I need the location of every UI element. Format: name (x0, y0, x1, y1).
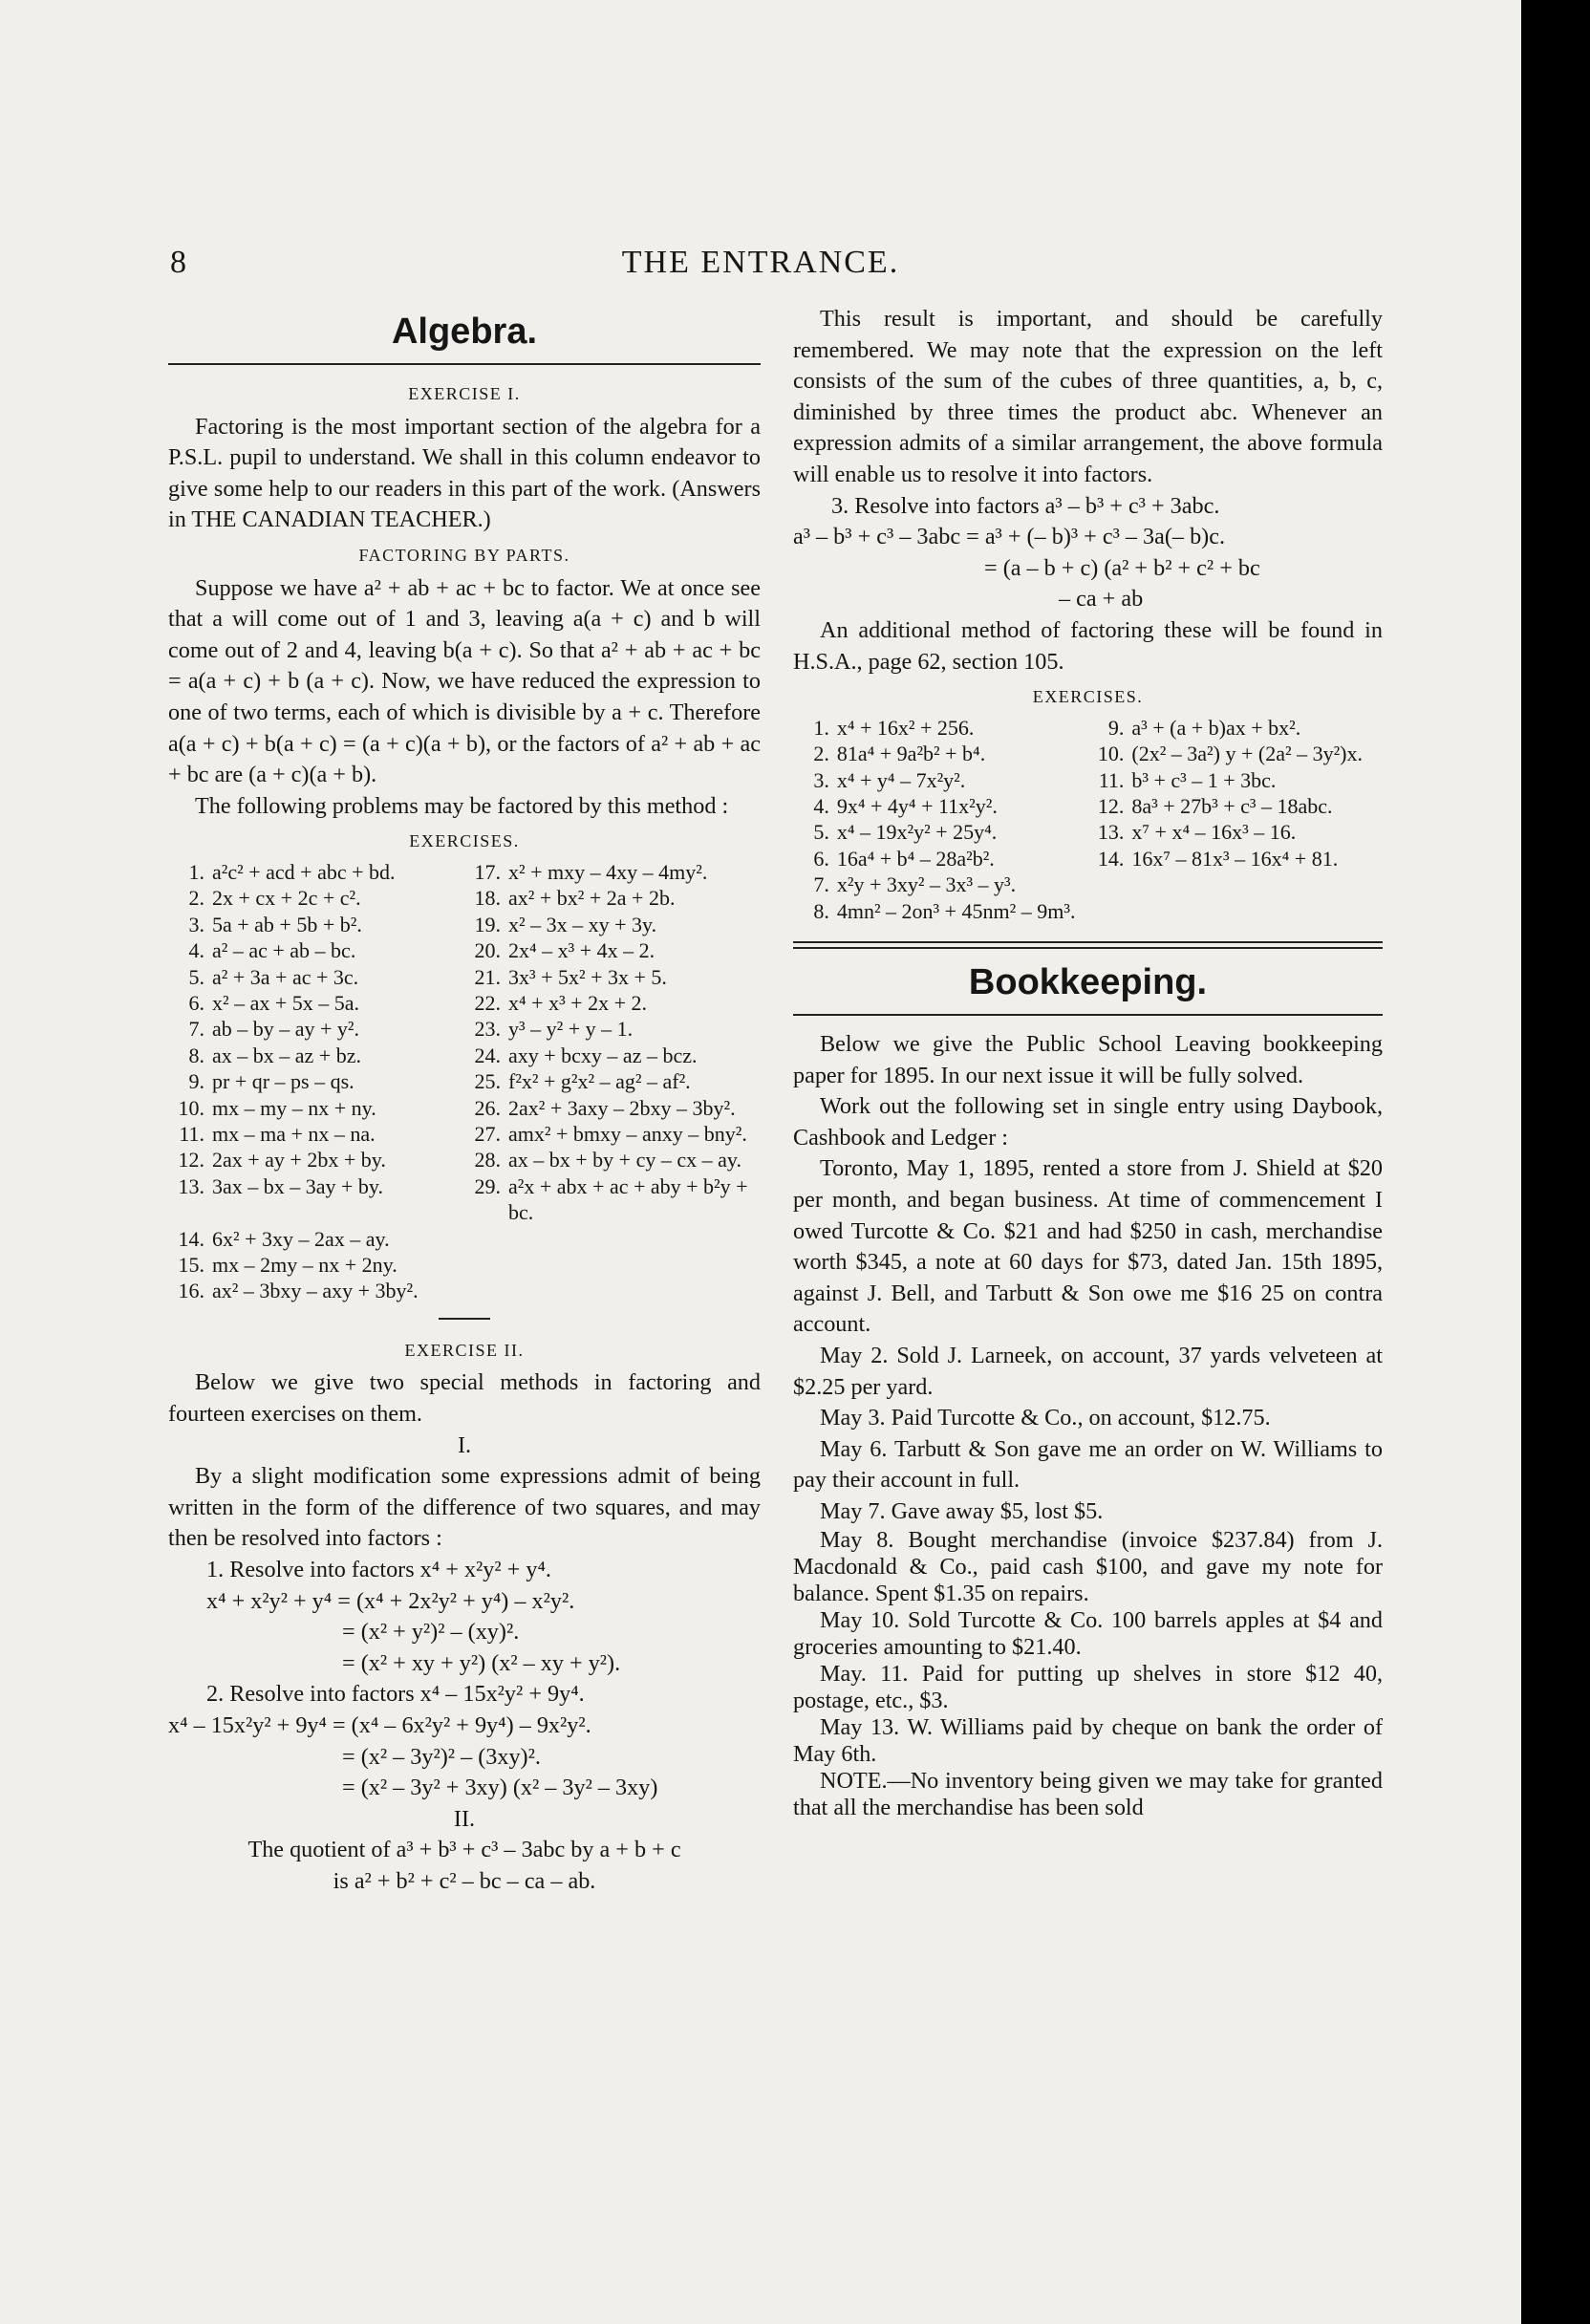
exercise-expression: 2x⁴ – x³ + 4x – 2. (508, 938, 655, 963)
exercise-number: 10. (178, 1095, 204, 1120)
exercise-expression: 3ax – bx – 3ay + by. (212, 1173, 384, 1198)
exercise-row (793, 872, 1383, 897)
empty-cell (464, 1252, 508, 1278)
exercise-expression: ab – by – ay + y². (212, 1017, 360, 1042)
exercise-row (168, 1173, 761, 1226)
empty-cell (1087, 898, 1131, 924)
exercise-number: 23. (474, 1017, 501, 1042)
item-3-line: – ca + ab (1059, 586, 1144, 613)
exercise-expression: mx – 2my – nx + 2ny. (212, 1253, 398, 1277)
exercise-row (168, 1068, 761, 1094)
exercise-number: 27. (474, 1121, 501, 1146)
exercise-number: 9. (1107, 715, 1125, 740)
exercise-number: 28. (474, 1148, 501, 1173)
exercise-expression: y³ – y² + y – 1. (508, 1017, 634, 1042)
exercise-expression: x⁴ + 16x² + 256. (836, 715, 975, 740)
bookkeeping-paragraph: May 2. Sold J. Larneek, on account, 37 yards velveteen at $2.25 per yard. (793, 1342, 1383, 1400)
exercise-number: 2. (188, 886, 204, 911)
exercise-number: 13. (1097, 820, 1125, 845)
exercise-row (168, 1147, 761, 1173)
exercise-number: 26. (474, 1095, 501, 1120)
exercise-expression: ax – bx – az + bz. (212, 1043, 361, 1067)
exercise-number: 11. (179, 1121, 204, 1146)
exercise-row (168, 937, 761, 963)
method-paragraph: The following problems may be factored by this method : (195, 792, 729, 819)
exercise-expression: axy + bcxy – az – bcz. (508, 1043, 698, 1067)
exercise-expression: pr + qr – ps – qs. (212, 1069, 355, 1094)
exercise-number: 16. (178, 1279, 204, 1303)
exercise-row (168, 885, 761, 911)
bookkeeping-paragraph: May 10. Sold Turcotte & Co. 100 barrels apples at $4 and groceries amounting to $21.40. (793, 1607, 1383, 1661)
exercise-number: 12. (1097, 793, 1125, 818)
exercise-expression: f²x² + g²x² – ag² – af². (508, 1069, 691, 1094)
running-header (0, 245, 1521, 290)
exercise-row (793, 846, 1383, 872)
quotient-line: The quotient of a³ + b³ + c³ – 3abc by a + b + c (247, 1837, 681, 1863)
exercise-number: 13. (178, 1173, 204, 1198)
right-exercises-table (793, 715, 1383, 924)
exercise-expression: x² + mxy – 4xy – 4my². (508, 859, 708, 884)
exercise-expression: x² – ax + 5x – 5a. (212, 990, 360, 1015)
exercise-number: 4. (813, 793, 829, 818)
exercise-expression: 9x⁴ + 4y⁴ + 11x²y². (836, 793, 998, 818)
item-1-line: x⁴ + x²y² + y⁴ = (x⁴ + 2x²y² + y⁴) – x²y². (206, 1587, 575, 1614)
item-3-line: = (a – b + c) (a² + b² + c² + bc (984, 554, 1260, 581)
exercise-expression: 16a⁴ + b⁴ – 28a²b². (836, 846, 995, 871)
exercise-expression: x⁴ + y⁴ – 7x²y². (836, 767, 966, 792)
bookkeeping-paragraph: May. 11. Paid for putting up shelves in store $12 40, postage, etc., $3. (793, 1661, 1383, 1714)
exercise-number: 17. (474, 859, 501, 884)
additional-method-paragraph: An additional method of factoring these will be found in H.S.A., page 62, section 105. (793, 616, 1383, 675)
exercise-row (168, 964, 761, 990)
exercise-number: 3. (813, 767, 829, 792)
exercises-caption: EXERCISES. (409, 831, 520, 851)
exercise-row (168, 1226, 761, 1252)
exercise-number: 1. (813, 715, 829, 740)
exercise-expression: x² – 3x – xy + 3y. (508, 912, 657, 936)
exercise-number: 10. (1097, 742, 1125, 766)
exercise-expression: 2ax + ay + 2bx + by. (212, 1148, 386, 1173)
bookkeeping-paragraph: Below we give the Public School Leaving bookkeeping paper for 1895. In our next issue it will be fully solved. (793, 1030, 1383, 1088)
exercise-expression: mx – ma + nx – na. (212, 1121, 376, 1146)
exercise-row (168, 859, 761, 885)
exercise-expression: 8a³ + 27b³ + c³ – 18abc. (1131, 793, 1333, 818)
bookkeeping-paragraph: May 7. Gave away $5, lost $5. (820, 1497, 1104, 1524)
exercise-number: 8. (813, 898, 829, 923)
bookkeeping-paragraph: May 8. Bought merchandise (invoice $237.84) from J. Macdonald & Co., paid cash $100, and gave my note for balance. Spent $1.35 on repairs. (793, 1527, 1383, 1607)
exercise-expression: a²c² + acd + abc + bd. (212, 859, 396, 884)
exercise-row (168, 1095, 761, 1121)
divider (793, 1014, 1383, 1016)
exercise-number: 7. (188, 1017, 204, 1042)
exercise-expression: x⁷ + x⁴ – 16x³ – 16. (1131, 820, 1297, 845)
empty-cell (508, 1278, 761, 1303)
bookkeeping-paragraph: May 3. Paid Turcotte & Co., on account, $12.75. (820, 1405, 1271, 1431)
exercise-2-caption: EXERCISE II. (404, 1340, 525, 1360)
empty-cell (508, 1252, 761, 1278)
exercise-expression: 16x⁷ – 81x³ – 16x⁴ + 81. (1131, 846, 1339, 871)
empty-cell (508, 1226, 761, 1252)
item-3-line: a³ – b³ + c³ – 3abc = a³ + (– b)³ + c³ – 3a(– b)c. (793, 524, 1226, 550)
bookkeeping-heading: Bookkeeping. (968, 961, 1208, 1002)
exercise-number: 14. (1097, 846, 1125, 871)
exercise-number: 7. (813, 872, 829, 897)
page-number: 8 (170, 245, 186, 280)
exercise-expression: 81a⁴ + 9a²b² + b⁴. (836, 742, 986, 766)
item-1-heading: 1. Resolve into factors x⁴ + x²y² + y⁴. (206, 1556, 551, 1582)
exercise-number: 19. (474, 912, 501, 936)
empty-cell (464, 1278, 508, 1303)
result-paragraph: This result is important, and should be carefully remembered. We may note that the expression on the left consists of the sum of the cubes of three quantities, a, b, c, diminished by three times the product abc. Whenever an expression admits of a similar arrangement, the above formula will enable us to resolve it into factors. (793, 306, 1383, 487)
exercise-expression: ax – bx + by + cy – cx – ay. (508, 1148, 741, 1173)
exercise-number: 4. (188, 938, 204, 963)
algebra-exercises-table (168, 859, 761, 1304)
exercise-expression: (2x² – 3a²) y + (2a² – 3y²)x. (1131, 742, 1363, 766)
right-column (793, 304, 1383, 1821)
exercise-number: 29. (474, 1173, 501, 1198)
bookkeeping-paragraph: May 13. W. Williams paid by cheque on bank the order of May 6th. (793, 1714, 1383, 1768)
item-3-heading: 3. Resolve into factors a³ – b³ + c³ + 3abc. (831, 492, 1220, 519)
exercise-number: 11. (1098, 767, 1125, 792)
exercise-number: 3. (188, 912, 204, 936)
bookkeeping-paragraph: NOTE.—No inventory being given we may take for granted that all the merchandise has been sold (793, 1768, 1383, 1821)
exercise-number: 12. (178, 1148, 204, 1173)
section-2-label: II. (453, 1805, 476, 1832)
exercise-1-caption: EXERCISE I. (408, 384, 521, 403)
item-2-heading: 2. Resolve into factors x⁴ – 15x²y² + 9y⁴. (206, 1681, 585, 1708)
item-2-line: x⁴ – 15x²y² + 9y⁴ = (x⁴ – 6x²y² + 9y⁴) – 9x²y². (168, 1711, 591, 1738)
exercise-number: 18. (474, 886, 501, 911)
exercise-expression: 6x² + 3xy – 2ax – ay. (212, 1226, 390, 1251)
exercise-row (793, 793, 1383, 819)
exercise-row (168, 1252, 761, 1278)
exercise-row (168, 990, 761, 1016)
exercise-expression: x⁴ – 19x²y² + 25y⁴. (836, 820, 998, 845)
exercise-number: 24. (474, 1043, 501, 1067)
exercise-number: 6. (188, 990, 204, 1015)
exercise-row (168, 1121, 761, 1147)
exercise-expression: b³ + c³ – 1 + 3bc. (1131, 767, 1277, 792)
exercise-row (793, 898, 1383, 924)
factoring-by-parts-caption: FACTORING BY PARTS. (358, 545, 570, 565)
left-column (168, 304, 761, 1898)
exercise-row (168, 912, 761, 937)
exercise-row (168, 1016, 761, 1042)
exercise-number: 21. (474, 964, 501, 989)
factoring-paragraph: Suppose we have a² + ab + ac + bc to factor. We at once see that a will come out of 1 and 3, leaving a(a + c) and b will come out of 2 and 4, leaving b(a + c). So that a² + ab + ac + bc = a(a + c) + b (a + c). Now, we have reduced the expression to one of two terms, each of which is divisible by a + c. Therefore a(a + c) + b(a + c) = (a + c)(a + b), or the factors of a² + ab + ac + bc are (a + c)(a + b). (168, 574, 761, 788)
bookkeeping-paragraph: Toronto, May 1, 1895, rented a store from J. Shield at $20 per month, and began business. At time of commencement I owed Turcotte & Co. $21 and had $250 in cash, merchandise worth $345, a note at 60 days for $73, dated Jan. 15th 1895, against J. Bell, and Tarbutt & Son owe me $16 25 on contra account. (793, 1155, 1383, 1338)
exercise-expression: a²x + abx + ac + aby + b²y + bc. (508, 1173, 748, 1225)
exercise-expression: x²y + 3xy² – 3x³ – y³. (836, 872, 1017, 897)
item-2-line: = (x² – 3y²)² – (3xy)². (342, 1743, 541, 1770)
exercise-expression: a³ + (a + b)ax + bx². (1131, 715, 1301, 740)
exercise-row (168, 1043, 761, 1068)
exercise-expression: ax² – 3bxy – axy + 3by². (212, 1279, 419, 1303)
algebra-heading: Algebra. (391, 312, 538, 352)
exercise-number: 14. (178, 1226, 204, 1251)
exercise-number: 6. (813, 846, 829, 871)
empty-cell (1131, 898, 1383, 924)
exercise-number: 5. (813, 820, 829, 845)
empty-cell (1131, 872, 1383, 897)
exercise-number: 8. (188, 1043, 204, 1067)
bookkeeping-paragraph: Work out the following set in single entry using Daybook, Cashbook and Ledger : (793, 1093, 1383, 1151)
section-1-label: I. (457, 1431, 472, 1458)
divider (168, 363, 761, 365)
section-1-paragraph: By a slight modification some expressions admit of being written in the form of the difference of two squares, and may then be resolved into factors : (168, 1463, 761, 1552)
exercise-number: 1. (188, 859, 204, 884)
intro-paragraph: Factoring is the most important section of the algebra for a P.S.L. pupil to understand. We shall in this column endeavor to give some help to our readers in this part of the work. (Answers in THE CANADIAN TEACHER.) (168, 413, 761, 533)
exercise-number: 25. (474, 1069, 501, 1094)
exercises-caption: EXERCISES. (1032, 687, 1144, 707)
item-1-line: = (x² + y²)² – (xy)². (342, 1619, 520, 1646)
exercise-2-intro: Below we give two special methods in factoring and fourteen exercises on them. (168, 1369, 761, 1427)
exercise-expression: mx – my – nx + ny. (212, 1095, 376, 1120)
exercise-expression: a² + 3a + ac + 3c. (212, 964, 359, 989)
exercise-expression: amx² + bmxy – anxy – bny². (508, 1121, 747, 1146)
exercise-number: 15. (178, 1253, 204, 1277)
exercise-row (793, 767, 1383, 793)
bookkeeping-paragraph: May 6. Tarbutt & Son gave me an order on W. Williams to pay their account in full. (793, 1435, 1383, 1494)
exercise-number: 20. (474, 938, 501, 963)
bookkeeping-paragraphs (793, 1029, 1383, 1528)
exercise-expression: 4mn² – 2on³ + 45nm² – 9m³. (836, 898, 1076, 923)
exercise-expression: 2ax² + 3axy – 2bxy – 3by². (508, 1095, 736, 1120)
running-title: THE ENTRANCE. (621, 245, 900, 280)
short-divider (439, 1318, 490, 1320)
exercise-row (793, 715, 1383, 741)
empty-cell (464, 1226, 508, 1252)
exercise-number: 2. (813, 742, 829, 766)
exercise-expression: x⁴ + x³ + 2x + 2. (508, 990, 647, 1015)
double-divider (793, 941, 1383, 949)
exercise-row (168, 1278, 761, 1303)
exercise-expression: 2x + cx + 2c + c². (212, 886, 361, 911)
bookkeeping-entries (793, 1527, 1383, 1821)
empty-cell (1087, 872, 1131, 897)
exercise-row (793, 819, 1383, 845)
quotient-line: is a² + b² + c² – bc – ca – ab. (333, 1867, 596, 1894)
exercise-number: 22. (474, 990, 501, 1015)
exercise-number: 9. (188, 1069, 204, 1094)
item-2-line: = (x² – 3y² + 3xy) (x² – 3y² – 3xy) (342, 1775, 658, 1801)
exercise-expression: 5a + ab + 5b + b². (212, 912, 362, 936)
item-1-line: = (x² + xy + y²) (x² – xy + y²). (342, 1649, 621, 1676)
exercise-expression: ax² + bx² + 2a + 2b. (508, 886, 676, 911)
exercise-expression: a² – ac + ab – bc. (212, 938, 356, 963)
exercise-row (793, 741, 1383, 766)
exercise-number: 5. (188, 964, 204, 989)
exercise-expression: 3x³ + 5x² + 3x + 5. (508, 964, 667, 989)
